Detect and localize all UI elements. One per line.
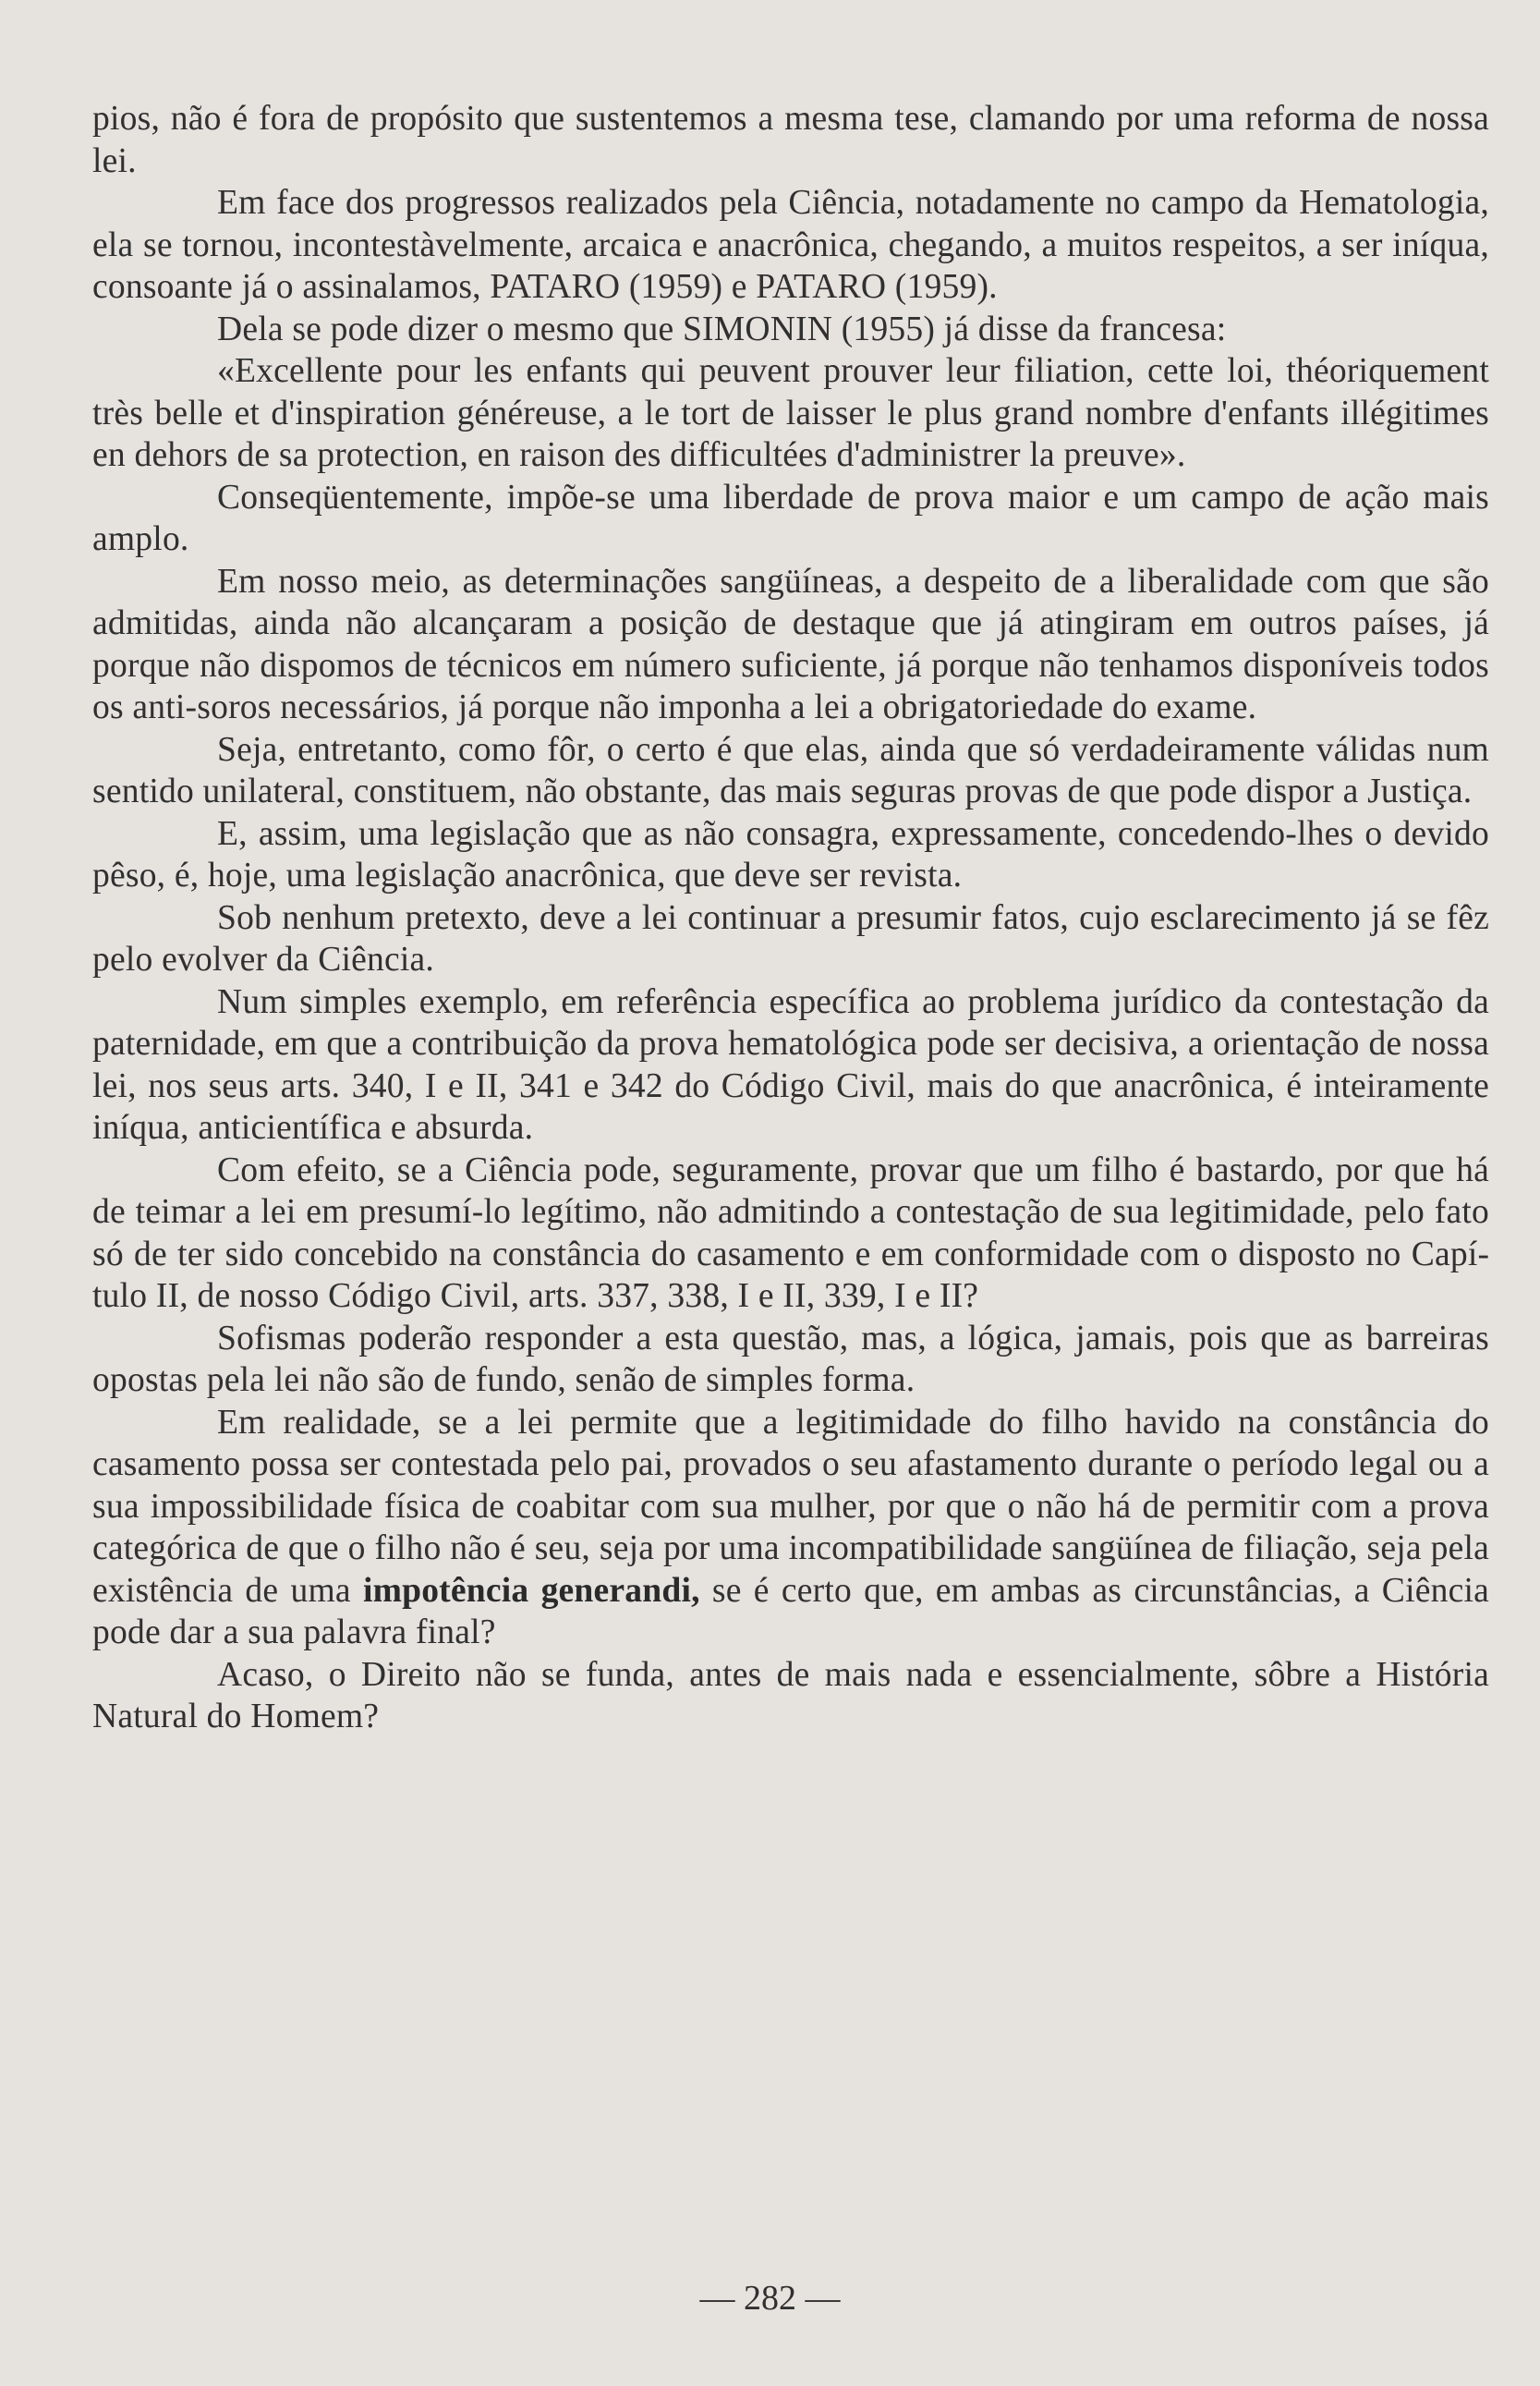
paragraph-10: Num simples exemplo, em referência específica ao problema jurídico da contestação da paternidade, em que a contribuição da prova hematológica pode ser decisiva, a orientação de nossa lei, nos seus arts. 340, I e II, 341 e 342 do Código Civil, mais do que anacrônica, é inteiramente iníqua, anticientífica e absurda. [92, 982, 1489, 1147]
paragraph-2: Em face dos progressos realizados pela Ciência, notadamente no campo da Hematologia, ela se tornou, incontestàvelmente, arcaica e anacrônica, chegando, a muitos respeitos, a ser iníqua, consoante já o assinalamos, PATARO (1959) e PATARO (1959). [92, 184, 1489, 306]
paragraph-11: Com efeito, se a Ciência pode, seguramente, provar que um filho é bastardo, por que há de teimar a lei em presumí-lo legítimo, não admitindo a contestação de sua legitimidade, pelo fato só de ter sido concebido na constância do casamento e em conformidade com o disposto no Capítulo II, de nosso Código Civil, arts. 337, 338, I e II, 339, I e II? [92, 1150, 1489, 1315]
paragraph-14: Acaso, o Direito não se funda, antes de mais nada e essencialmente, sôbre a História Natural do Homem? [92, 1655, 1489, 1735]
paragraph-13-bold-term: impotência generandi, [362, 1571, 700, 1610]
paragraph-13-text-after: se é certo que, em ambas as circunstâncias, a Ciência pode dar a sua palavra final? [92, 1571, 1489, 1651]
paragraph-8: E, assim, uma legislação que as não consagra, expressamente, concedendo-lhes o devido pêso, é, hoje, uma legislação anacrônica, que deve ser revista. [92, 814, 1489, 895]
paragraph-3: Dela se pode dizer o mesmo que SIMONIN (1955) já disse da francesa: [217, 310, 1227, 348]
paragraph-13 [92, 1402, 1489, 1654]
paragraph-6: Em nosso meio, as determinações sangüíneas, a despeito de a liberalidade com que são admitidas, ainda não alcançaram a posição de destaque que já atingiram em outros países, já porque não dispomos de técnicos em número suficiente, já porque não tenhamos disponíveis todos os anti-soros necessários, já porque não imponha a lei a obrigatoriedade do exame. [92, 562, 1489, 726]
paragraph-5: Conseqüentemente, impõe-se uma liberdade de prova maior e um campo de ação mais amplo. [92, 478, 1489, 558]
paragraph-13-text-before: Em realidade, se a lei permite que a legitimidade do filho havido na constância do casamento possa ser contestada pelo pai, provados o seu afastamento durante o período legal ou a sua impossibilidade física de coabitar com sua mulher, por que o não há de permitir com a prova categórica de que o filho não é seu, seja por uma incompatibilidade sangüínea de filiação, seja pela existência de uma [92, 1403, 1489, 1610]
paragraph-9: Sob nenhum pretexto, deve a lei continuar a presumir fatos, cujo esclarecimento já se fêz pelo evolver da Ciência. [92, 898, 1489, 979]
page-body [92, 98, 1489, 1738]
page-number: — 282 — [699, 2279, 841, 2318]
paragraph-7: Seja, entretanto, como fôr, o certo é que elas, ainda que só verdadeiramente válidas num sentido unilateral, constituem, não obstante, das mais seguras provas de que pode dispor a Justiça. [92, 730, 1489, 810]
paragraph-4-quote: «Excellente pour les enfants qui peuvent prouver leur filiation, cette loi, théoriquement très belle et d'inspiration généreuse, a le tort de laisser le plus grand nombre d'enfants illégitimes en dehors de sa protection, en raison des difficultées d'administrer la preuve». [92, 352, 1489, 474]
paragraph-1: pios, não é fora de propósito que sustentemos a mesma tese, clamando por uma reforma de nossa lei. [92, 100, 1489, 180]
paragraph-12: Sofismas poderão responder a esta questão, mas, a lógica, jamais, pois que as barreiras opostas pela lei não são de fundo, senão de simples forma. [92, 1319, 1489, 1399]
